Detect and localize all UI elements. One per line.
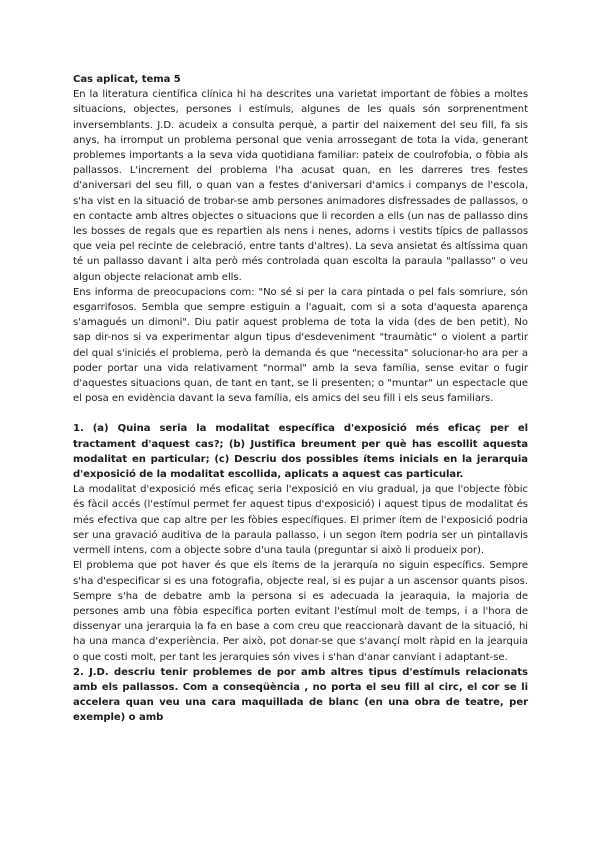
document-page [73,72,528,726]
document-title: Cas aplicat, tema 5 [73,74,181,85]
case-paragraph: En la literatura científica clínica hi ha descrites una varietat important de fòbies a moltes situacions, objectes, persones i estímuls, algunes de les quals són sorprenentment inversemblants. J.D. acudeix a consulta perquè, a partir del naixement del seu fill, fa sis anys, ha irromput un problema personal que venia arrossegant de tota la vida, generant problemes importants a la seva vida quotidiana familiar: pateix de coulrofobia, o fòbia als pallassos. L'increment del problema l'ha acusat quan, en les darreres tres festes d'aniversari del seu fill, o quan van a festes d'aniversari d'amics i companys de l'escola, s'ha vist en la situació de trobar-se amb persones animadores disfressades de pallassos, o en contacte amb altres objectes o situacions que li recorden a ells (un nas de pallasso dins les bosses de regals que es repartien als nens i nenes, adorns i vestits típics de pallassos que veia pel recinte de celebració, entre tants d'altres). La seva ansietat és altíssima quan té un pallasso davant i alta però més controlada quan escolta la paraula "pallasso" o veu algun objecte relacionat amb ells. [73,89,528,283]
question-1: 1. (a) Quina seria la modalitat específica d'exposició més eficaç per el tractament d'aquest cas?; (b) Justifica breument per què has escollit aquesta modalitat en particular; (c) Descriu dos possibles ítems inicials en la jerarquia d'exposició de la modalitat escollida, aplicats a aquest cas particular. [73,423,528,481]
answer-paragraph: La modalitat d'exposició més eficaç seria l'exposició en viu gradual, ja que l'objecte fòbic és fàcil accés (l'estímul permet fer aquest tipus d'exposició) i aquest tipus de modalitat és més efectiva que cap altre per les fòbies específiques. El primer ítem de l'exposició podria ser una gravació auditiva de la paraula pallasso, i un segon ítem podria ser un pintallavis vermell intens, com a objecte sobre d'una taula (preguntar si això li produeix por). [73,484,528,557]
spacer [73,406,528,421]
case-paragraph: Ens informa de preocupacions com: "No sé si per la cara pintada o pel fals somriure, són esgarrifosos. Sembla que sempre estiguin a l'aguait, com si a sota d'aquesta aparença s'amagués un dimoni". Diu patir aquest problema de tota la vida (des de ben petit). No sap dir-nos si va experimentar algun tipus d'esdeveniment "traumàtic" o violent a partir del qual s'iniciés el problema, però la demanda és que "necessita" solucionar-ho ara per a poder portar una vida relativament "normal" amb la seva família, sense evitar o fugir d'aquestes situacions quan, de tant en tant, se li presenten; o "muntar" un espectacle que el posa en evidència davant la seva família, els amics del seu fill i els seus familiars. [73,286,528,405]
question-2: 2. J.D. descriu tenir problemes de por amb altres tipus d'estímuls relacionats amb els pallassos. Com a conseqüència , no porta el seu fill al circ, el cor se li accelera quan veu una cara maquillada de blanc (en una obra de teatre, per exemple) o amb [73,666,528,724]
answer-paragraph: El problema que pot haver és que els ítems de la jerarquía no siguin específics. Sempre s'ha d'especificar si es una fotografia, objecte real, si es pujar a un ascensor quants pisos. Sempre s'ha de debatre amb la persona si es adecuada la jearaquia, la majoria de persones amb una fòbia específica porten evitant l'estímul molt de temps, i a l'hora de dissenyar una jerarquia la fa en base a com creu que reaccionarà davant de la situació, hi ha una manca d'experiència. Per això, pot donar-se que s'avançí molt ràpid en la jearquia o que costi molt, per tant les jerarquies són vives i s'han d'anar canviant i adaptant-se. [73,560,528,663]
